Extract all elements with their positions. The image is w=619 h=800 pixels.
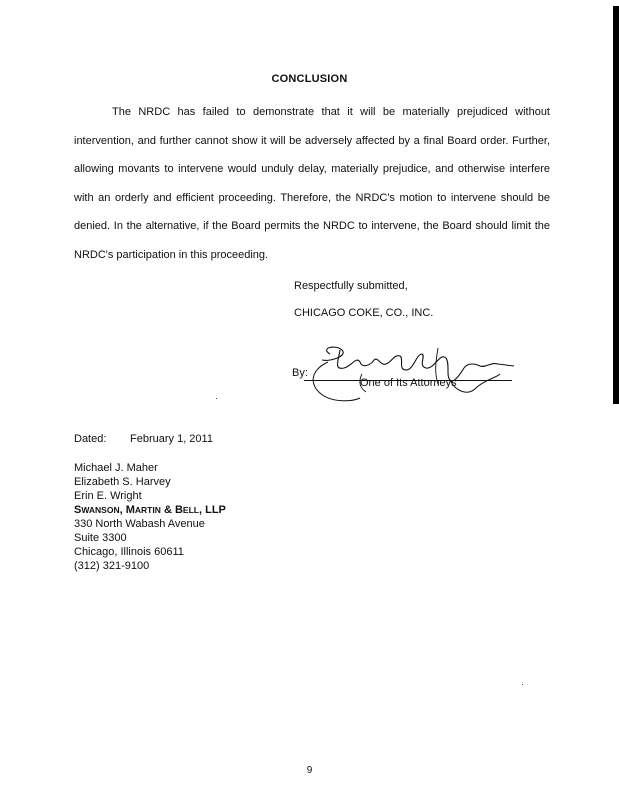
closing-party: CHICAGO COKE, CO., INC. xyxy=(294,307,434,319)
dated-label: Dated: xyxy=(74,433,107,445)
section-heading: CONCLUSION xyxy=(271,73,348,85)
signature-scrawl-icon xyxy=(300,340,530,410)
counsel-name: Michael J. Maher xyxy=(74,462,158,474)
closing-salutation: Respectfully submitted, xyxy=(294,280,408,292)
address-line: Chicago, Illinois 60611 xyxy=(74,546,184,558)
address-line: Suite 3300 xyxy=(74,532,127,544)
counsel-name: Erin E. Wright xyxy=(74,490,142,502)
scan-speck xyxy=(522,684,523,685)
scan-edge-bar xyxy=(613,6,619,404)
conclusion-paragraph xyxy=(74,98,550,270)
counsel-block xyxy=(74,461,226,573)
counsel-name: Elizabeth S. Harvey xyxy=(74,476,171,488)
phone-number: (312) 321-9100 xyxy=(74,560,150,572)
signature-block xyxy=(290,340,530,410)
scan-speck xyxy=(216,398,217,399)
firm-name: SWANSON, MARTIN & BELL, LLP xyxy=(74,504,226,516)
page-number: 9 xyxy=(306,765,313,776)
signature-role: One of Its Attorneys xyxy=(360,377,457,389)
dated-line xyxy=(74,433,213,445)
signature-by-label: By: xyxy=(292,367,308,379)
address-line: 330 North Wabash Avenue xyxy=(74,518,205,530)
dated-value: February 1, 2011 xyxy=(130,433,213,445)
conclusion-text: The NRDC has failed to demonstrate that it will be materially prejudiced without intervention, and further cannot show it will be adversely affected by a final Board order. Further, allowing movants to intervene would unduly delay, materially prejudice, and otherwise interfere with an orderly and efficient proceeding. Therefore, the NRDC's motion to intervene should be denied. In the alternative, if the Board permits the NRDC to intervene, the Board should limit the NRDC's participation in this proceeding. xyxy=(74,106,550,261)
